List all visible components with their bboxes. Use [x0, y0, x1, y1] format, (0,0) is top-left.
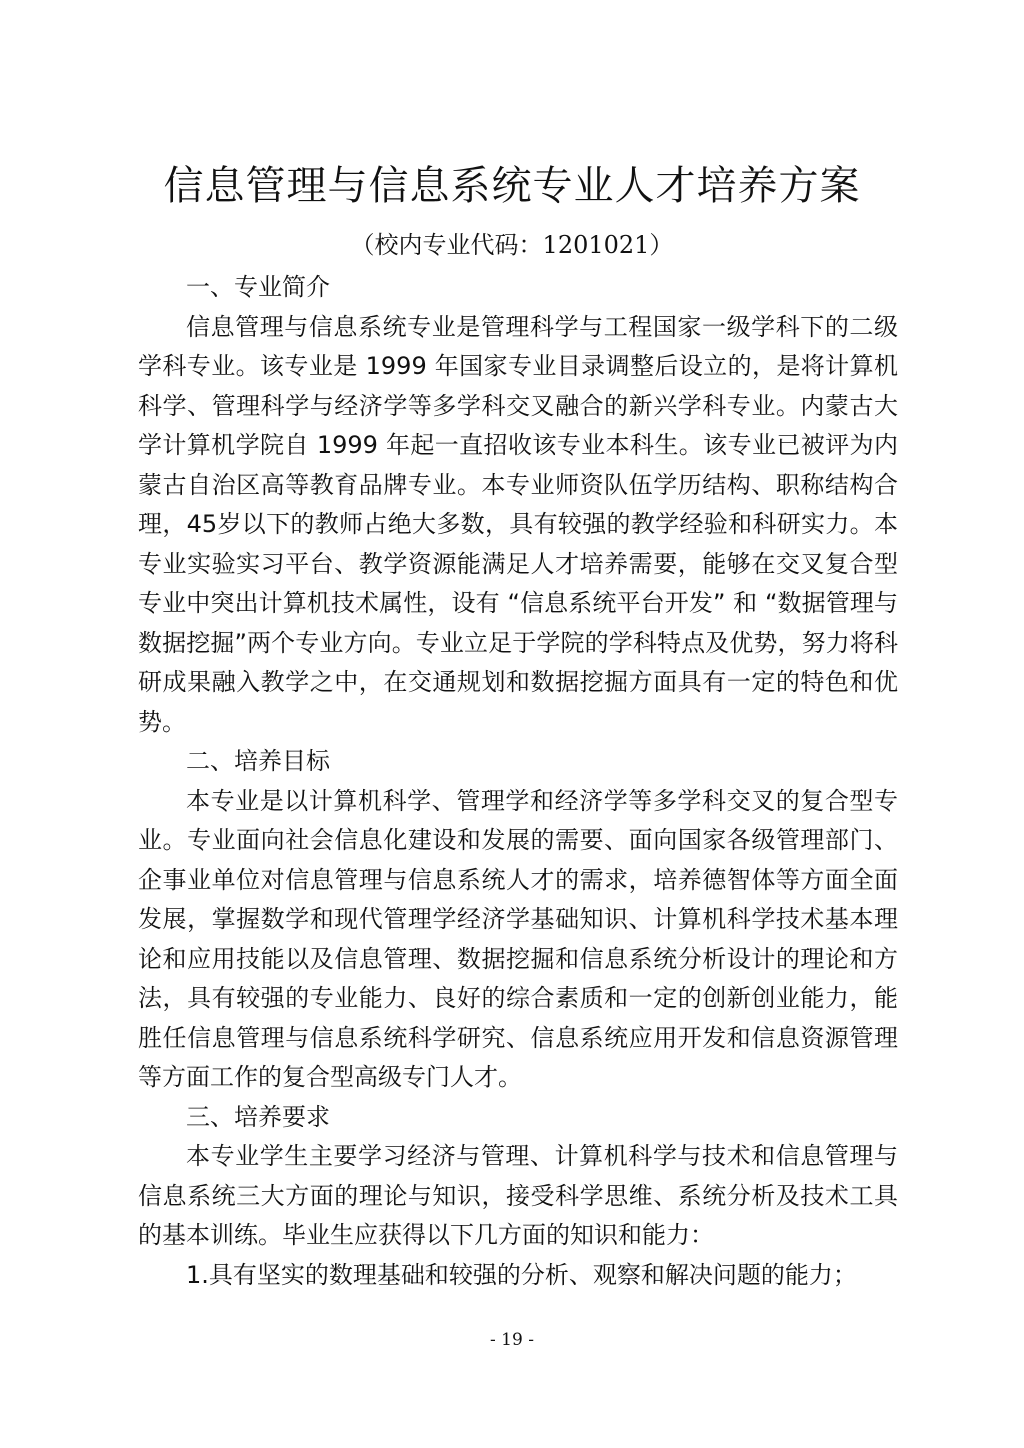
- objectives-paragraph: 本专业是以计算机科学、管理学和经济学等多学科交叉的复合型专业。专业面向社会信息化建设和发展的需要、面向国家各级管理部门、企事业单位对信息管理与信息系统人才的需求，培养德智体等方面全面发展，掌握数学和现代管理学经济学基础知识、计算机科学技术基本理论和应用技能以及信息管理、数据挖掘和信息系统分析设计的理论和方法，具有较强的专业能力、良好的综合素质和一定的创新创业能力，能胜任信息管理与信息系统科学研究、信息系统应用开发和信息资源管理等方面工作的复合型高级专门人才。: [138, 786, 898, 1091]
- requirements-paragraph: 本专业学生主要学习经济与管理、计算机科学与技术和信息管理与信息系统三大方面的理论与知识，接受科学思维、系统分析及技术工具的基本训练。毕业生应获得以下几方面的知识和能力：: [138, 1142, 898, 1249]
- document-title: 信息管理与信息系统专业人才培养方案: [163, 163, 861, 209]
- major-code-subtitle: （校内专业代码：1201021）: [350, 231, 674, 259]
- section-heading-requirements: 三、培养要求: [186, 1102, 330, 1131]
- section-heading-introduction: 一、专业简介: [186, 273, 330, 301]
- introduction-paragraph: 信息管理与信息系统专业是管理科学与工程国家一级学科下的二级学科专业。该专业是 1999 年国家专业目录调整后设立的，是将计算机科学、管理科学与经济学等多学科交叉融合的新兴学科专业。内蒙古大学计算机学院自 1999 年起一直招收该专业本科生。该专业已被评为内蒙古自治区高等教育品牌专业。本专业师资队伍学历结构、职称结构合理，45岁以下的教师占绝大多数，具有较强的教学经验和科研实力。本专业实验实习平台、教学资源能满足人才培养需要，能够在交叉复合型专业中突出计算机技术属性，设有 “信息系统平台开发” 和 “数据管理与数据挖掘”两个专业方向。专业立足于学院的学科特点及优势，努力将科研成果融入教学之中，在交通规划和数据挖掘方面具有一定的特色和优势。: [138, 312, 898, 736]
- requirement-item: 1.具有坚实的数理基础和较强的分析、观察和解决问题的能力；: [186, 1260, 857, 1289]
- section-heading-objectives: 二、培养目标: [186, 747, 330, 775]
- page-number: - 19 -: [490, 1330, 534, 1350]
- document-body: [138, 268, 898, 1295]
